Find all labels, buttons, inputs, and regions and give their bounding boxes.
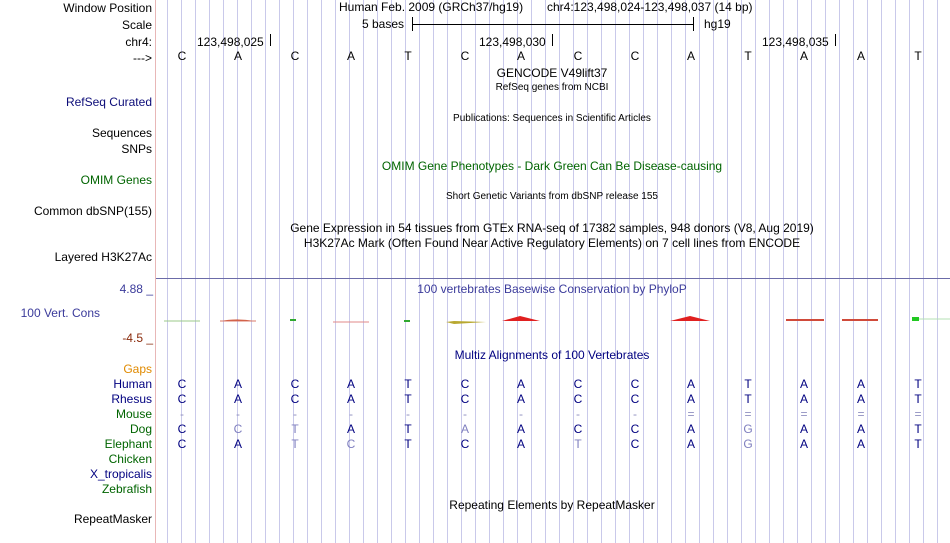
alignment-base: - xyxy=(406,407,410,421)
grid-line xyxy=(391,0,392,543)
coord-tick xyxy=(835,34,836,46)
alignment-base: G xyxy=(743,422,753,436)
grid-line xyxy=(349,0,350,543)
grid-line xyxy=(741,0,742,543)
alignment-base: - xyxy=(576,407,580,421)
grid-line xyxy=(839,0,840,543)
grid-line xyxy=(909,0,910,543)
grid-line xyxy=(825,0,826,543)
species-label-x_tropicalis[interactable]: X_tropicalis xyxy=(89,467,152,481)
gencode-track-title[interactable]: GENCODE V49lift37 xyxy=(496,66,608,80)
sequence-base: A xyxy=(856,49,865,63)
alignment-base: = xyxy=(914,407,922,421)
alignment-base: T xyxy=(404,392,412,406)
alignment-base: C xyxy=(630,437,640,451)
grid-line xyxy=(363,0,364,543)
grid-line xyxy=(881,0,882,543)
grid-line xyxy=(377,0,378,543)
grid-line xyxy=(811,0,812,543)
alignment-base: A xyxy=(799,392,808,406)
alignment-base: A xyxy=(516,392,525,406)
cons-bar xyxy=(446,321,486,324)
alignment-base: C xyxy=(573,392,583,406)
alignment-base: T xyxy=(291,422,299,436)
sequence-base: C xyxy=(573,49,583,63)
alignment-base: - xyxy=(180,407,184,421)
cons-track-label[interactable]: 100 Vert. Cons xyxy=(20,306,100,320)
alignment-base: T xyxy=(404,422,412,436)
alignment-base: - xyxy=(236,407,240,421)
grid-line xyxy=(279,0,280,543)
sequence-base: C xyxy=(630,49,640,63)
scale-bar xyxy=(412,17,694,31)
species-label-rhesus[interactable]: Rhesus xyxy=(111,392,152,406)
alignment-base: T xyxy=(914,437,922,451)
phylop-track-title[interactable]: 100 vertebrates Basewise Conservation by PhyloP xyxy=(417,282,687,296)
alignment-base: C xyxy=(630,392,640,406)
grid-line xyxy=(321,0,322,543)
alignment-base: = xyxy=(857,407,865,421)
alignment-base: C xyxy=(460,377,470,391)
grid-line xyxy=(223,0,224,543)
alignment-base: - xyxy=(349,407,353,421)
grid-line xyxy=(727,0,728,543)
sequence-base: A xyxy=(686,49,695,63)
grid-line xyxy=(181,0,182,543)
coord-label: 123,498,025 xyxy=(197,35,264,49)
grid-line xyxy=(615,0,616,543)
grid-line xyxy=(475,0,476,543)
grid-line xyxy=(167,0,168,543)
sequence-base: A xyxy=(799,49,808,63)
alignment-base: T xyxy=(404,437,412,451)
refseq-track-subtitle[interactable]: RefSeq genes from NCBI xyxy=(495,82,609,93)
alignment-base: A xyxy=(686,437,695,451)
gtex-track-title[interactable]: Gene Expression in 54 tissues from GTEx RNA-seq of 17382 samples, 948 donors (V8, Aug 2019) xyxy=(290,221,814,235)
grid-line xyxy=(783,0,784,543)
grid-line xyxy=(307,0,308,543)
sequence-base: A xyxy=(516,49,525,63)
alignment-base: A xyxy=(856,392,865,406)
grid-line xyxy=(405,0,406,543)
coord-tick xyxy=(552,34,553,46)
sequence-base: T xyxy=(744,49,752,63)
omim-track-label[interactable]: OMIM Genes xyxy=(80,173,152,187)
alignment-base: C xyxy=(177,377,187,391)
alignment-base: A xyxy=(799,377,808,391)
grid-line xyxy=(867,0,868,543)
alignment-base: T xyxy=(744,392,752,406)
species-label-elephant[interactable]: Elephant xyxy=(104,437,152,451)
cons-min-label: -4.5 _ xyxy=(122,331,153,345)
cons-top-line xyxy=(156,278,950,279)
alignment-base: T xyxy=(914,377,922,391)
grid-line xyxy=(293,0,294,543)
coord-label: 123,498,030 xyxy=(479,35,546,49)
position-label: chr4:123,498,024-123,498,037 (14 bp) xyxy=(547,0,753,14)
grid-line xyxy=(713,0,714,543)
h3k27ac-track-label[interactable]: Layered H3K27Ac xyxy=(54,250,152,264)
h3k27ac-track-title[interactable]: H3K27Ac Mark (Often Found Near Active Regulatory Elements) on 7 cell lines from ENCODE xyxy=(303,236,801,250)
dbsnp-track-title[interactable]: Short Genetic Variants from dbSNP release 155 xyxy=(446,191,658,202)
grid-line xyxy=(335,0,336,543)
alignment-base: C xyxy=(630,377,640,391)
alignment-base: A xyxy=(346,392,355,406)
sequence-base: T xyxy=(914,49,922,63)
grid-line xyxy=(671,0,672,543)
alignment-base: A xyxy=(233,437,242,451)
sequence-base: C xyxy=(460,49,470,63)
grid-line xyxy=(685,0,686,543)
alignment-base: A xyxy=(516,422,525,436)
alignment-base: A xyxy=(799,437,808,451)
sequence-base: A xyxy=(233,49,242,63)
alignment-base: G xyxy=(743,437,753,451)
repeatmasker-track-label[interactable]: RepeatMasker xyxy=(73,512,152,526)
grid-line xyxy=(769,0,770,543)
grid-line xyxy=(657,0,658,543)
alignment-base: T xyxy=(291,437,299,451)
repeatmasker-track-title[interactable]: Repeating Elements by RepeatMasker xyxy=(449,498,655,512)
alignment-base: - xyxy=(293,407,297,421)
cons-bar xyxy=(404,320,410,322)
alignment-base: = xyxy=(800,407,808,421)
alignment-base: A xyxy=(686,377,695,391)
grid-line xyxy=(461,0,462,543)
scale-bar-text: 5 bases xyxy=(362,17,405,31)
alignment-base: C xyxy=(460,437,470,451)
omim-track-title[interactable]: OMIM Gene Phenotypes - Dark Green Can Be Disease-causing xyxy=(381,159,723,173)
dbsnp-track-label[interactable]: Common dbSNP(155) xyxy=(33,204,152,218)
alignment-base: A xyxy=(686,392,695,406)
sequences-track-label[interactable]: Sequences xyxy=(91,126,152,140)
sequence-base: A xyxy=(346,49,355,63)
gaps-label[interactable]: Gaps xyxy=(123,362,152,376)
window-position-label: Window Position xyxy=(63,1,152,15)
snps-track-label[interactable]: SNPs xyxy=(121,142,152,156)
alignment-base: C xyxy=(290,392,300,406)
browser-image[interactable] xyxy=(156,0,950,543)
cons-bar xyxy=(290,319,296,321)
alignment-base: C xyxy=(290,377,300,391)
sequence-base: T xyxy=(404,49,412,63)
alignment-base: C xyxy=(346,437,356,451)
cons-bar xyxy=(912,317,919,321)
alignment-base: A xyxy=(516,437,525,451)
alignment-base: T xyxy=(404,377,412,391)
alignment-base: A xyxy=(856,377,865,391)
coord-tick xyxy=(270,34,271,46)
track-label-column xyxy=(0,0,155,543)
phylop-wiggle xyxy=(156,310,950,330)
alignment-base: A xyxy=(856,437,865,451)
sequence-base: C xyxy=(177,49,187,63)
alignment-base: - xyxy=(633,407,637,421)
grid-line xyxy=(629,0,630,543)
alignment-base: T xyxy=(574,437,582,451)
grid-line xyxy=(923,0,924,543)
species-label-mouse[interactable]: Mouse xyxy=(115,407,152,421)
alignment-base: A xyxy=(346,422,355,436)
cons-bar xyxy=(670,316,710,321)
chrom-label: chr4: xyxy=(125,35,152,49)
alignment-base: C xyxy=(460,392,470,406)
alignment-base: C xyxy=(630,422,640,436)
alignment-base: = xyxy=(687,407,695,421)
alignment-base: T xyxy=(914,422,922,436)
cons-bar xyxy=(502,316,540,321)
grid-line xyxy=(797,0,798,543)
alignment-base: A xyxy=(460,422,469,436)
alignment-base: C xyxy=(573,377,583,391)
grid-line xyxy=(699,0,700,543)
grid-line xyxy=(419,0,420,543)
alignment-base: C xyxy=(177,437,187,451)
assembly-label: Human Feb. 2009 (GRCh37/hg19) xyxy=(339,0,524,14)
grid-line xyxy=(895,0,896,543)
species-label-dog[interactable]: Dog xyxy=(129,422,152,436)
cons-max-label: 4.88 _ xyxy=(119,282,153,296)
grid-line xyxy=(937,0,938,543)
alignment-base: A xyxy=(233,377,242,391)
publications-track-title[interactable]: Publications: Sequences in Scientific Articles xyxy=(453,113,651,124)
grid-line xyxy=(447,0,448,543)
alignment-base: C xyxy=(573,422,583,436)
alignment-base: C xyxy=(177,422,187,436)
species-label-chicken[interactable]: Chicken xyxy=(108,452,152,466)
alignment-base: A xyxy=(516,377,525,391)
sequence-base: C xyxy=(290,49,300,63)
alignment-base: T xyxy=(744,377,752,391)
grid-line xyxy=(265,0,266,543)
alignment-base: C xyxy=(177,392,187,406)
alignment-base: A xyxy=(233,392,242,406)
grid-line xyxy=(853,0,854,543)
alignment-base: - xyxy=(463,407,467,421)
scale-label: Scale xyxy=(121,18,152,32)
grid-line xyxy=(755,0,756,543)
alignment-base: C xyxy=(233,422,243,436)
grid-line xyxy=(209,0,210,543)
grid-line xyxy=(643,0,644,543)
alignment-base: A xyxy=(799,422,808,436)
grid-line xyxy=(195,0,196,543)
alignment-base: = xyxy=(744,407,752,421)
multiz-track-title[interactable]: Multiz Alignments of 100 Vertebrates xyxy=(454,348,650,362)
alignment-base: A xyxy=(856,422,865,436)
species-label-human[interactable]: Human xyxy=(113,377,152,391)
grid-line xyxy=(433,0,434,543)
grid-line xyxy=(489,0,490,543)
alignment-base: A xyxy=(686,422,695,436)
refseq-track-label[interactable]: RefSeq Curated xyxy=(65,95,152,109)
alignment-base: T xyxy=(914,392,922,406)
strand-label: ---> xyxy=(133,51,152,65)
alignment-base: A xyxy=(346,377,355,391)
alignment-base: - xyxy=(519,407,523,421)
scale-db-label: hg19 xyxy=(704,17,731,31)
species-label-zebrafish[interactable]: Zebrafish xyxy=(101,482,152,496)
grid-line xyxy=(251,0,252,543)
grid-line xyxy=(237,0,238,543)
coord-label: 123,498,035 xyxy=(762,35,829,49)
